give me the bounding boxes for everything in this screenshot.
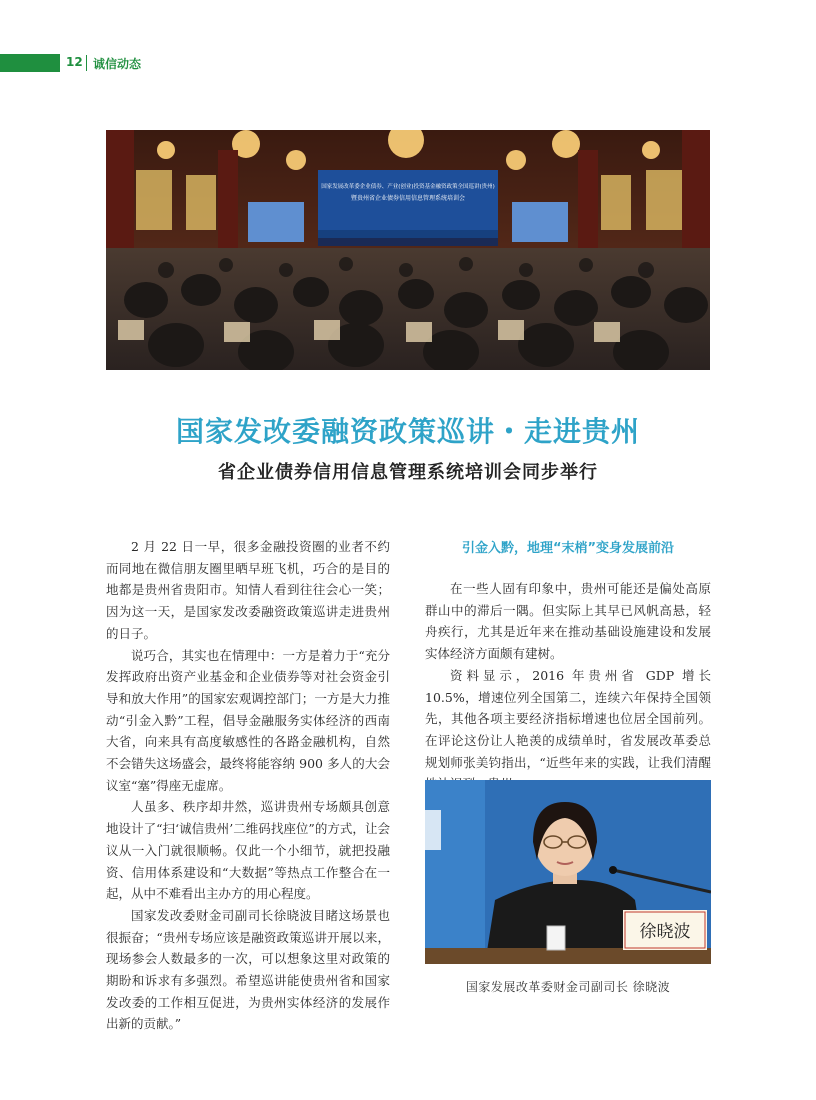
paragraph: 在一些人固有印象中，贵州可能还是偏处高原群山中的滞后一隅。但实际上其早已风帆高悬，轻舟疾行，尤其是近年来在推动基础设施建设和发展实体经济方面颇有建树。 [425, 581, 711, 662]
right-column [425, 578, 711, 795]
header-accent-bar [0, 54, 60, 72]
paragraph: 人虽多、秩序却井然，巡讲贵州专场颇具创意地设计了“扫‘诚信贵州’二维码找座位”的方式，让会议从一入门就很顺畅。仅此一个小细节，就把投融资、信用体系建设和“大数据”等热点工作整合在一起，从中不难看出主办方的用心程度。 [106, 799, 390, 902]
article-title: 国家发改委融资政策巡讲・走进贵州 [175, 415, 640, 448]
paragraph: 国家发改委财金司副司长徐晓波目睹这场景也很振奋；“贵州专场应该是融资政策巡讲开展以来，现场参会人数最多的一次，可以想象这里对政策的期盼和诉求有多强烈。希望巡讲能使贵州省和国家发改委的工作相互促进，为贵州实体经济的发展作出新的贡献。” [106, 907, 390, 1032]
paragraph: 说巧合，其实也在情理中：一方是着力于“充分发挥政府出资产业基金和企业债券等对社会资金引导和放大作用”的国家宏观调控部门；一方是大力推动“引金入黔”工程，倡导金融服务实体经济的西南大省，向来具有高度敏感性的各路金融机构，自然不会错失这场盛会，最终将能容纳 900 多人的大会议室“塞”得座无虚席。 [106, 647, 390, 793]
banner-text-line2: 暨贵州省企业债券信用信息管理系统培训会 [350, 195, 466, 202]
section-name: 诚信动态 [93, 57, 142, 71]
name-plate-text: 徐晓波 [639, 922, 691, 942]
paragraph: 资料显示，2016 年贵州省 GDP 增长 10.5%，增速位列全国第二，连续六年保持全国领先，其他各项主要经济指标增速也位居全国前列。在评论这份让人艳羡的成绩单时，省发展改革委总规划师张美钧指出，“近些年来的实践，让我们清醒 [425, 667, 711, 770]
page-number: 12 [66, 55, 83, 69]
portrait-photo [425, 780, 711, 964]
section-heading: 引金入黔，地理“末梢”变身发展前沿 [461, 541, 675, 556]
photo-caption: 国家发展改革委财金司副司长 徐晓波 [465, 980, 671, 994]
left-column [106, 536, 390, 1035]
header-divider [86, 55, 87, 71]
article-subtitle: 省企业债券信用信息管理系统培训会同步举行 [218, 462, 598, 483]
conference-photo [106, 130, 710, 370]
paragraph: 2 月 22 日一早，很多金融投资圈的业者不约而同地在微信朋友圈里晒早班飞机，巧合的是目的地都是贵州省贵阳市。知情人看到往往会心一笑；因为这一天，是国家发改委融资政策巡讲走进贵州的日子。 [106, 539, 390, 641]
banner-text-line1: 国家发展改革委企业债券、产业(创业)投资基金融资政策全国巡讲(贵州) [321, 184, 495, 190]
